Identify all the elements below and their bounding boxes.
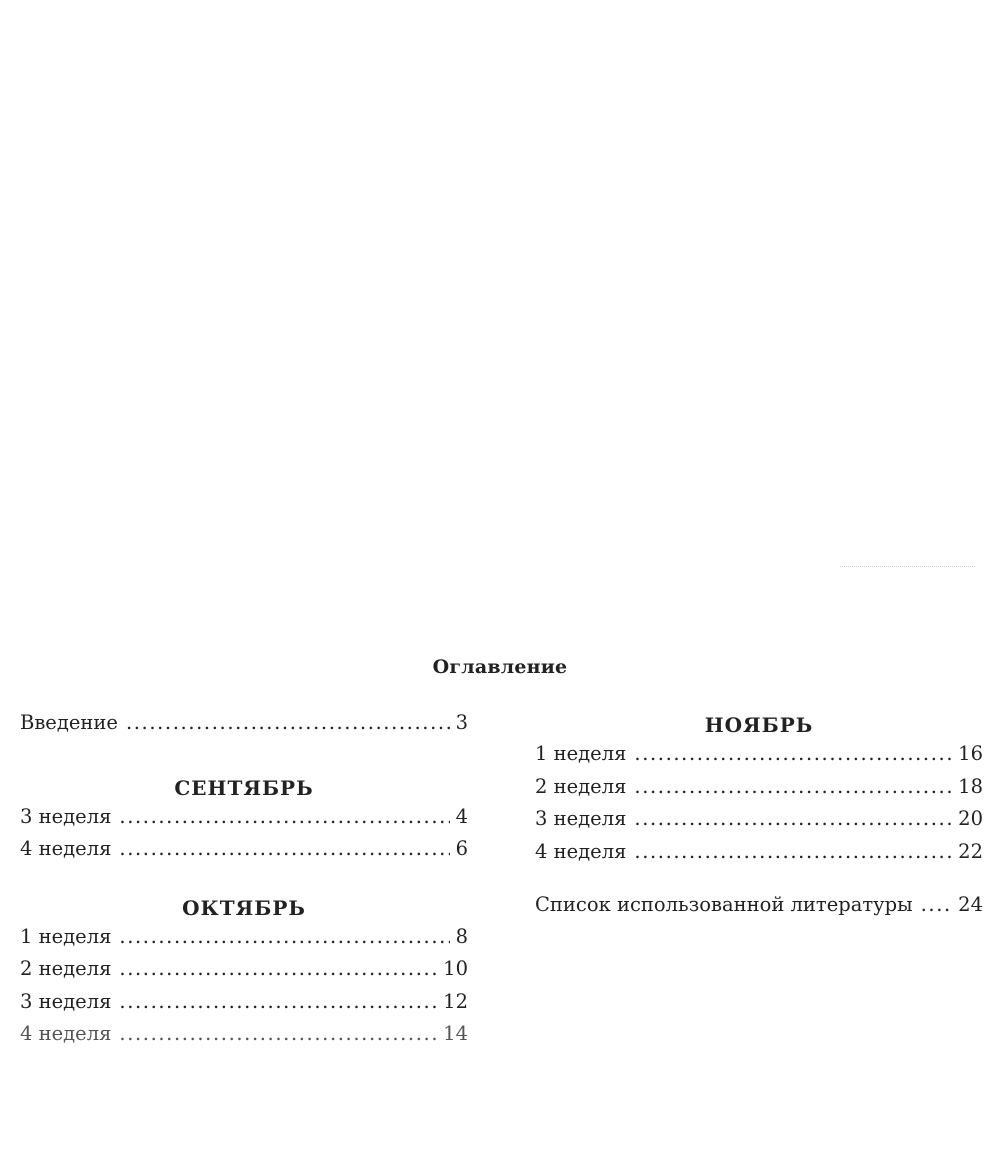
toc-entry[interactable] (20, 990, 468, 1023)
toc-entry-page: 3 (455, 711, 468, 734)
section-heading-november: НОЯБРЬ (704, 713, 814, 737)
toc-entry[interactable] (20, 837, 468, 870)
toc-entry-page: 14 (443, 1022, 468, 1045)
toc-entry-label: 4 неделя (20, 1022, 112, 1045)
scan-artifact (840, 566, 975, 568)
toc-entry-page: 24 (958, 893, 983, 916)
dot-leader (634, 775, 952, 798)
toc-entry-page: 4 (455, 804, 468, 828)
section-heading-september: СЕНТЯБРЬ (174, 775, 314, 800)
toc-entry-label: 4 неделя (20, 837, 112, 860)
toc-entry-label: 1 неделя (20, 924, 112, 948)
toc-entry-page: 16 (958, 742, 983, 765)
dot-leader (634, 840, 952, 863)
toc-entry-label: 4 неделя (535, 839, 627, 863)
toc-entry[interactable] (535, 775, 983, 808)
toc-entry-page: 6 (455, 837, 468, 860)
toc-entry[interactable] (20, 925, 468, 958)
toc-entry[interactable] (20, 957, 468, 990)
toc-entry[interactable] (20, 1022, 468, 1055)
dot-leader (119, 837, 449, 860)
dot-leader (921, 893, 953, 916)
page-title: Оглавление (432, 656, 568, 678)
dot-leader (119, 990, 437, 1013)
toc-entry-intro[interactable] (20, 711, 468, 744)
toc-entry-page: 8 (455, 924, 468, 948)
toc-entry-references[interactable] (535, 893, 983, 926)
toc-entry[interactable] (535, 807, 983, 840)
toc-entry-page: 12 (443, 989, 468, 1013)
toc-entry-label: 2 неделя (535, 774, 627, 798)
dot-leader (634, 742, 952, 765)
toc-entry-page: 18 (958, 774, 983, 798)
toc-entry-label: 3 неделя (20, 804, 112, 828)
toc-entry-label: Введение (20, 711, 118, 734)
dot-leader (119, 1022, 437, 1045)
section-heading-october: ОКТЯБРЬ (182, 895, 306, 920)
toc-entry-label: 3 неделя (535, 807, 627, 830)
dot-leader (119, 957, 437, 980)
toc-entry[interactable] (20, 805, 468, 838)
dot-leader (119, 805, 449, 828)
toc-entry-label: 1 неделя (535, 742, 627, 765)
toc-left-column (20, 711, 468, 1055)
toc-entry-label: 3 неделя (20, 989, 112, 1013)
dot-leader (126, 711, 450, 734)
toc-entry-page: 20 (958, 807, 983, 830)
dot-leader (119, 925, 449, 948)
toc-entry-label: 2 неделя (20, 957, 112, 980)
toc-entry[interactable] (535, 840, 983, 873)
toc-entry-label: Список использованной литературы (535, 893, 913, 916)
toc-entry-page: 22 (958, 839, 983, 863)
toc-right-column (535, 708, 983, 926)
toc-entry[interactable] (535, 742, 983, 775)
dot-leader (634, 807, 952, 830)
toc-entry-page: 10 (443, 957, 468, 980)
